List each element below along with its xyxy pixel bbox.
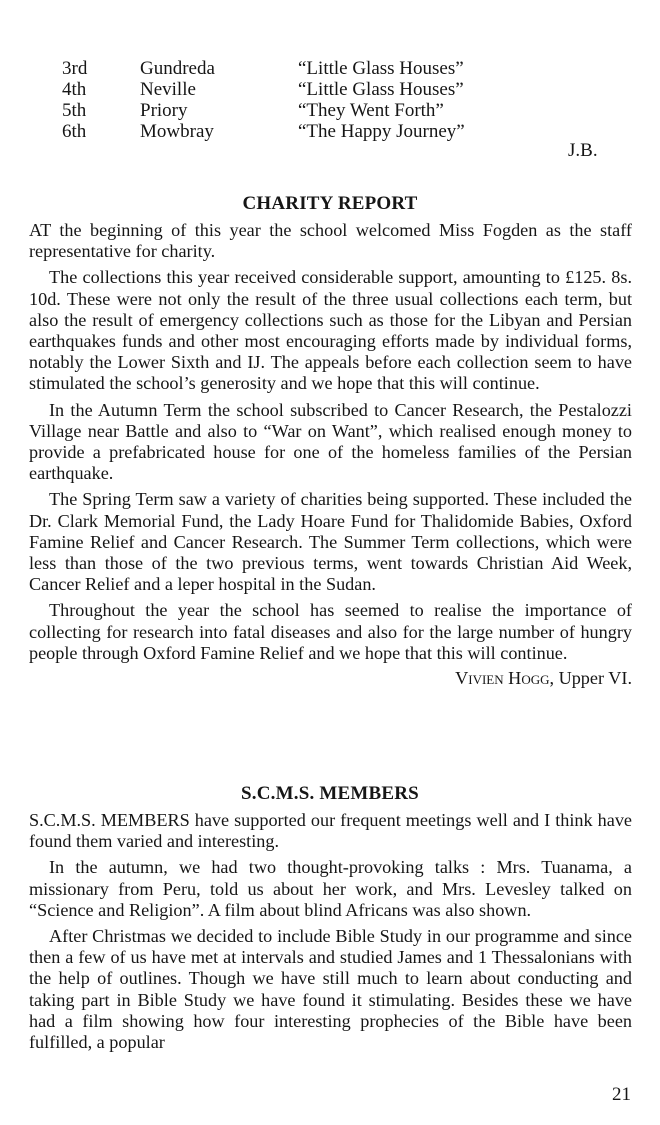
result-play: “Little Glass Houses”	[298, 79, 464, 100]
paragraph: The Spring Term saw a variety of charities being supported. These included the Dr. Clark Memorial Fund, the Lady Hoare Fund for Thalidomide Babies, Oxford Famine Relief and Cancer Research. The Summer Term collections, which were less than those of the two previous terms, went towards Christian Aid Week, Cancer Relief and a leper hospital in the Sudan.	[29, 489, 632, 595]
house-results-list	[62, 58, 622, 142]
charity-report-body	[29, 220, 632, 689]
result-place: 4th	[62, 79, 87, 100]
result-play: “They Went Forth”	[298, 100, 444, 121]
result-row	[62, 100, 622, 121]
lead-in: AT	[29, 220, 51, 240]
result-play: “Little Glass Houses”	[298, 58, 464, 79]
paragraph	[29, 220, 632, 262]
result-place: 3rd	[62, 58, 88, 79]
result-house: Neville	[140, 79, 196, 100]
scms-members-heading: S.C.M.S. MEMBERS	[241, 783, 419, 804]
result-place: 5th	[62, 100, 87, 121]
paragraph: After Christmas we decided to include Bible Study in our programme and since then a few of us have met at intervals and studied James and 1 Thessalonians with the help of outlines. Though we have still much to learn about conducting and taking part in Bible Study we have found it stimulating. Besides these we have had a film showing how four interesting prophecies of the Bible have been fulfilled, a popular	[29, 926, 632, 1053]
result-house: Gundreda	[140, 58, 215, 79]
result-row	[62, 58, 622, 79]
paragraph: In the Autumn Term the school subscribed to Cancer Research, the Pestalozzi Village near Battle and also to “War on Want”, which realised enough money to provide a prefabricated house for one of the homeless families of the Persian earthquake.	[29, 399, 632, 484]
signature-name: Vivien Hogg	[455, 668, 550, 689]
result-house: Priory	[140, 100, 188, 121]
paragraph: The collections this year received considerable support, amounting to £125. 8s. 10d. These were not only the result of the three usual collections each term, but also the result of emergency collections such as those for the Libyan and Persian earthquakes funds and other most encouraging efforts made by individual forms, notably the Lower Sixth and IJ. The appeals before each collection seem to have stimulated the school’s generosity and we hope that this will continue.	[29, 267, 632, 394]
result-house: Mowbray	[140, 121, 214, 142]
scms-members-body	[29, 810, 632, 1058]
lead-in: S.C.M.S. MEMBERS	[29, 810, 190, 830]
result-row	[62, 121, 622, 142]
result-row	[62, 79, 622, 100]
result-place: 6th	[62, 121, 87, 142]
paragraph: Throughout the year the school has seemed to realise the importance of collecting for research into fatal diseases and also for the large number of hungry people through Oxford Famine Relief and we hope that this will continue.	[29, 600, 632, 663]
author-initials: J.B.	[568, 140, 598, 161]
paragraph	[29, 810, 632, 852]
paragraph-text: the beginning of this year the school welcomed Miss Fogden as the staff representative for charity.	[29, 220, 632, 262]
page-number: 21	[612, 1084, 631, 1105]
signature	[29, 668, 632, 689]
paragraph-text: have supported our frequent meetings well and I think have found them varied and interesting.	[29, 810, 632, 852]
signature-form: , Upper VI.	[549, 668, 632, 689]
result-play: “The Happy Journey”	[298, 121, 465, 142]
charity-report-heading: CHARITY REPORT	[242, 193, 418, 214]
paragraph: In the autumn, we had two thought-provoking talks : Mrs. Tuanama, a missionary from Peru, told us about her work, and Mrs. Levesley talked on “Science and Religion”. A film about blind Africans was also shown.	[29, 857, 632, 920]
